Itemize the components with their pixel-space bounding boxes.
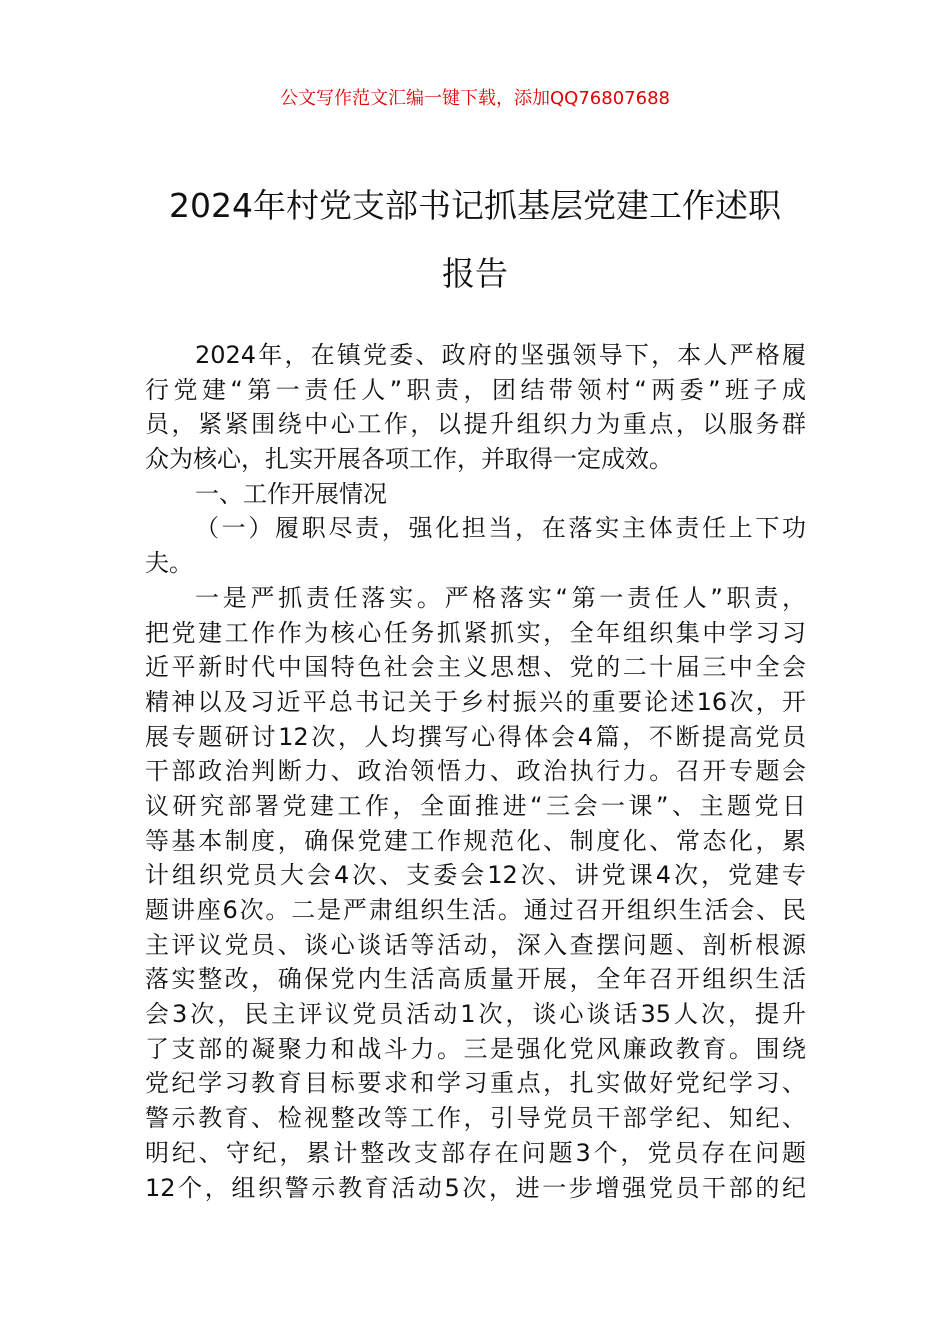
text-line: 议研究部署党建工作，全面推进“三会一课”、主题党日 (145, 791, 806, 820)
text-line: 警示教育、检视整改等工作，引导党员干部学纪、知纪、 (145, 1104, 806, 1133)
text-line: 精神以及习近平总书记关于乡村振兴的重要论述16次，开 (145, 687, 806, 716)
text-line: 会3次，民主评议党员活动1次，谈心谈话35人次，提升 (145, 1000, 806, 1029)
section-heading: 一、工作开展情况 (195, 479, 387, 508)
text-line: 把党建工作作为核心任务抓紧抓实，全年组织集中学习习 (145, 618, 806, 647)
document-body (145, 338, 806, 1205)
text-line: 2024年，在镇党委、政府的坚强领导下，本人严格履 (195, 341, 806, 369)
subsection-heading-continued: 夫。 (145, 549, 193, 578)
document-title-continued: 报告 (442, 254, 508, 293)
text-line: 12个，组织警示教育活动5次，进一步增强党员干部的纪 (145, 1173, 806, 1202)
subsection-heading: （一）履职尽责，强化担当，在落实主体责任上下功 (195, 514, 806, 543)
text-line: 员，紧紧围绕中心工作，以提升组织力为重点，以服务群 (145, 410, 806, 439)
text-line: 一是严抓责任落实。严格落实“第一责任人”职责， (195, 583, 806, 612)
text-line: 行党建“第一责任人”职责，团结带领村“两委”班子成 (145, 375, 806, 404)
document-title: 2024年村党支部书记抓基层党建工作述职 (169, 186, 781, 225)
text-line: 等基本制度，确保党建工作规范化、制度化、常态化，累 (145, 826, 806, 855)
text-line: 明纪、守纪，累计整改支部存在问题3个，党员存在问题 (145, 1138, 806, 1167)
text-line: 近平新时代中国特色社会主义思想、党的二十届三中全会 (145, 653, 806, 682)
text-line: 落实整改，确保党内生活高质量开展，全年召开组织生活 (145, 965, 806, 994)
text-line: 题讲座6次。二是严肃组织生活。通过召开组织生活会、民 (145, 896, 806, 924)
download-link[interactable]: 公文写作范文汇编一键下载，添加QQ76807688 (280, 88, 670, 109)
text-line: 主评议党员、谈心谈话等活动，深入查摆问题、剖析根源 (145, 930, 806, 959)
text-line: 众为核心，扎实开展各项工作，并取得一定成效。 (145, 445, 673, 474)
text-line: 了支部的凝聚力和战斗力。三是强化党风廉政教育。围绕 (145, 1034, 806, 1063)
text-line: 党纪学习教育目标要求和学习重点，扎实做好党纪学习、 (145, 1069, 806, 1098)
text-line: 干部政治判断力、政治领悟力、政治执行力。召开专题会 (145, 757, 806, 786)
text-line: 计组织党员大会4次、支委会12次、讲党课4次，党建专 (145, 861, 806, 890)
text-line: 展专题研讨12次，人均撰写心得体会4篇，不断提高党员 (145, 722, 806, 751)
